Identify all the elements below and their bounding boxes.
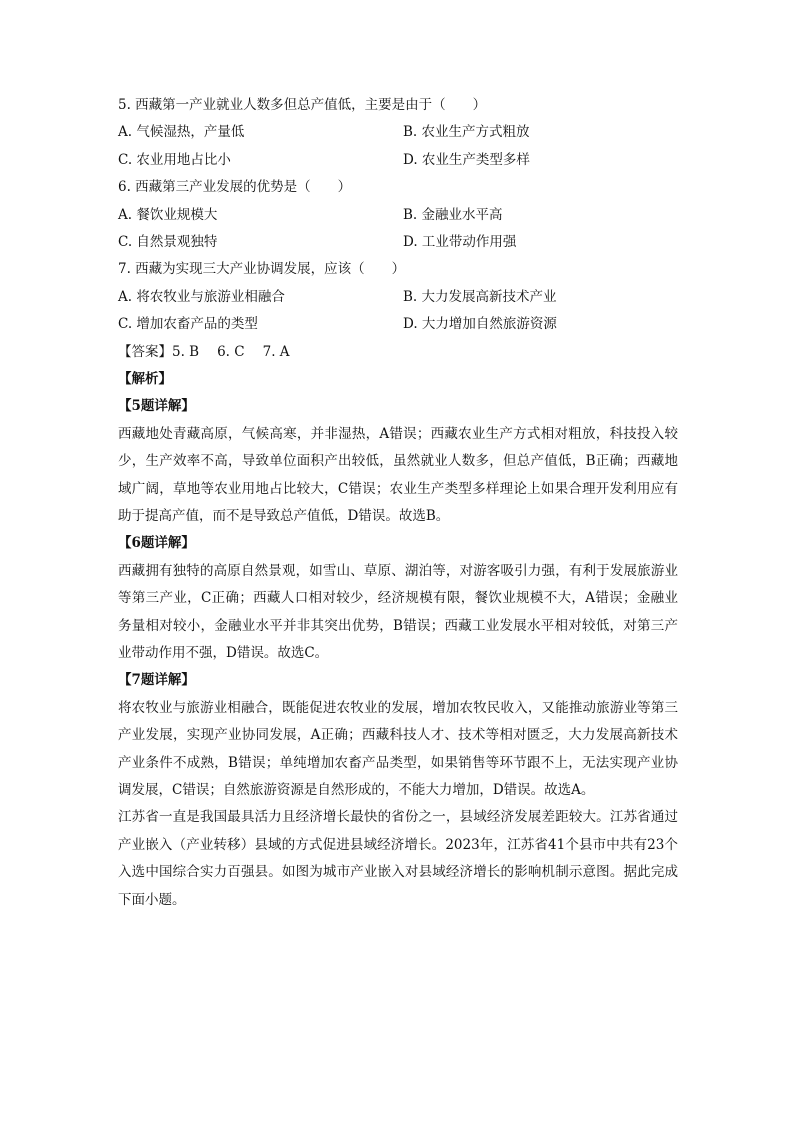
question-5-option-d: D. 农业生产类型多样 — [403, 151, 530, 168]
question-6-stem: 6. 西藏第三产业发展的优势是（ ） — [118, 179, 352, 196]
question-6-options-row-1 — [118, 202, 678, 229]
answer-6: 6. C — [217, 343, 245, 360]
detail-5-label: 【5题详解】 — [118, 398, 195, 415]
document-page — [118, 92, 678, 914]
question-5-options-row-2 — [118, 147, 678, 174]
question-5-option-c: C. 农业用地占比小 — [118, 151, 231, 168]
question-6-option-d: D. 工业带动作用强 — [403, 233, 517, 250]
question-6-option-c: C. 自然景观独特 — [118, 233, 218, 250]
answer-7: 7. A — [262, 343, 290, 360]
analysis-label: 【解析】 — [118, 370, 172, 387]
question-5-stem: 5. 西藏第一产业就业人数多但总产值低，主要是由于（ ） — [118, 97, 487, 113]
answer-label: 【答案】 — [118, 343, 172, 360]
question-7-option-c: C. 增加农畜产品的类型 — [118, 316, 258, 333]
detail-6-label: 【6题详解】 — [118, 535, 195, 552]
detail-5-text: 西藏地处青藏高原，气候高寒，并非湿热，A错误；西藏农业生产方式相对粗放，科技投入较少，生产效率不高，导致单位面积产出较低，虽然就业人数多，但总产值低，B正确；西藏地域广阔，草地等农业用地占比较大，C错误；农业生产类型多样理论上如果合理开发利用应有助于提高产值，而不是导致总产值低，D错误。故选B。 — [118, 425, 678, 524]
answer-line — [118, 339, 678, 366]
question-6-option-a: A. 餐饮业规模大 — [118, 206, 218, 223]
answer-5: 5. B — [172, 343, 200, 360]
question-7-option-a: A. 将农牧业与旅游业相融合 — [118, 288, 285, 305]
question-7-options-row-2 — [118, 311, 678, 338]
question-7-options-row-1 — [118, 284, 678, 311]
question-5-options-row-1 — [118, 119, 678, 146]
question-5-option-b: B. 农业生产方式粗放 — [403, 124, 530, 141]
detail-6-text: 西藏拥有独特的高原自然景观，如雪山、草原、湖泊等，对游客吸引力强，有利于发展旅游业等第三产业，C正确；西藏人口相对较少，经济规模有限，餐饮业规模不大，A错误；金融业务量相对较小，金融业水平并非其突出优势，B错误；西藏工业发展水平相对较低，对第三产业带动作用不强，D错误。故选C。 — [118, 562, 678, 661]
question-6-option-b: B. 金融业水平高 — [403, 206, 503, 223]
detail-7-text: 将农牧业与旅游业相融合，既能促进农牧业的发展，增加农牧民收入，又能推动旅游业等第三产业发展，实现产业协同发展，A正确；西藏科技人才、技术等相对匮乏，大力发展高新技术产业条件不成熟，B错误；单纯增加农畜产品类型，如果销售等环节跟不上，无法实现产业协调发展，C错误；自然旅游资源是自然形成的，不能大力增加，D错误。故选A。 — [118, 699, 678, 798]
question-5-option-a: A. 气候湿热，产量低 — [118, 124, 245, 141]
question-6-options-row-2 — [118, 229, 678, 256]
question-7-option-d: D. 大力增加自然旅游资源 — [403, 316, 557, 333]
intro-paragraph: 江苏省一直是我国最具活力且经济增长最快的省份之一，县域经济发展差距较大。江苏省通过产业嵌入（产业转移）县域的方式促进县域经济增长。2023年，江苏省41个县市中共有23个入选中国综合实力百强县。如图为城市产业嵌入对县域经济增长的影响机制示意图。据此完成下面小题。 — [118, 809, 678, 908]
question-7-stem: 7. 西藏为实现三大产业协调发展，应该（ ） — [118, 261, 406, 278]
question-7-option-b: B. 大力发展高新技术产业 — [403, 288, 557, 305]
detail-7-label: 【7题详解】 — [118, 672, 195, 689]
